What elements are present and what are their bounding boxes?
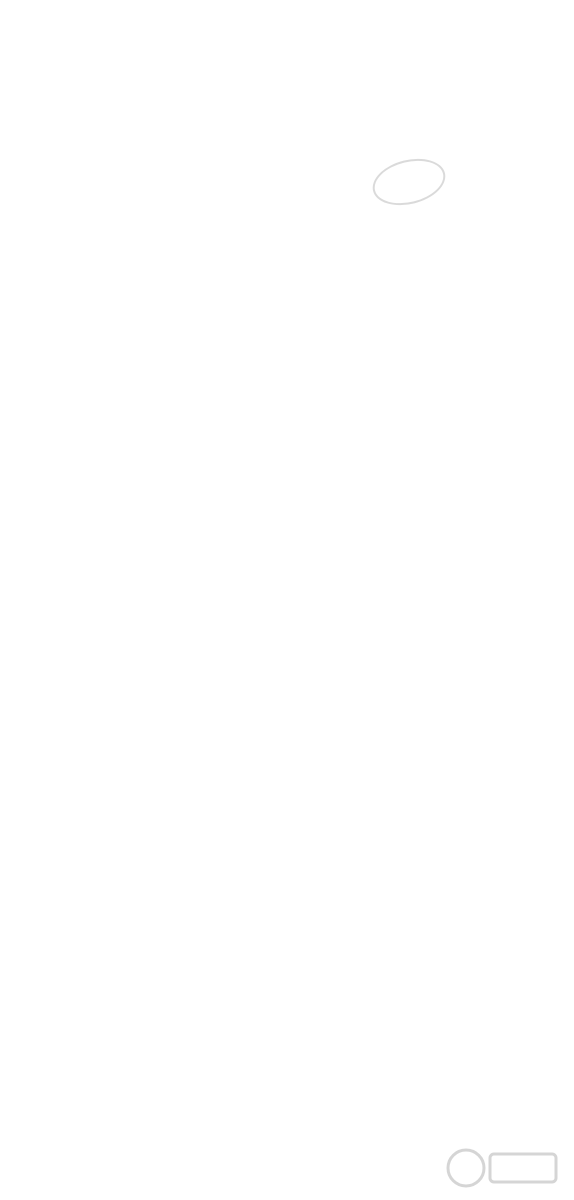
watermark-logo: [444, 1138, 564, 1198]
stamp-mark: [368, 152, 450, 213]
